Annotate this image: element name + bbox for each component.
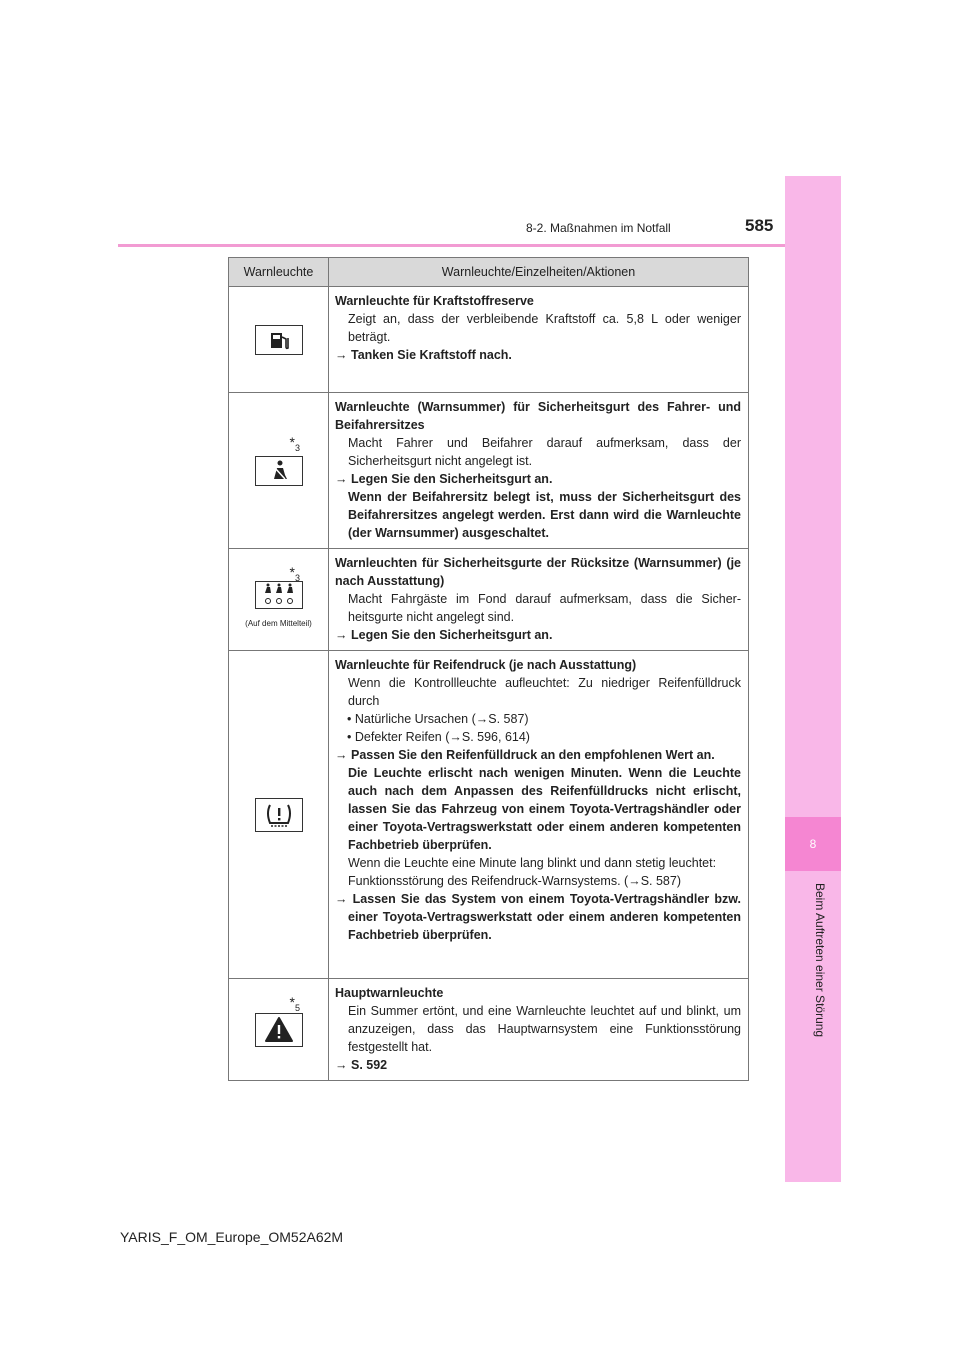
icon-cell <box>229 549 329 651</box>
entry-action-2 <box>335 890 741 944</box>
icon-cell <box>229 393 329 549</box>
details-cell <box>329 549 749 651</box>
details-cell <box>329 651 749 979</box>
document-code: YARIS_F_OM_Europe_OM52A62M <box>120 1229 344 1245</box>
entry-title: Warnleuchten für Sicherheitsgurte der Rücksitze (Warnsummer) (je nach Ausstattung) <box>335 556 741 588</box>
entry-description: Ein Summer ertönt, und eine Warnleuchte leuchtet auf und blinkt, um anzuzeigen, dass das Hauptwarnsystem eine Funktionsstörung festgestellt hat. <box>348 1004 741 1054</box>
action-text: Legen Sie den Sicherheitsgurt an. <box>350 628 553 642</box>
footnote-number: 5 <box>294 1002 300 1013</box>
chapter-label <box>813 883 827 1143</box>
arrow-icon: → <box>335 472 348 486</box>
footnote-star: * <box>289 994 295 1010</box>
details-cell <box>329 979 749 1081</box>
entry-description: Macht Fahrer und Beifahrer darauf aufmerksam, dass der Sicherheitsgurt nicht angelegt ist. <box>348 436 741 468</box>
chapter-label-text: Beim Auftreten einer Störung <box>813 883 827 1038</box>
rear-seatbelt-icon <box>255 581 303 609</box>
entry-action-note: Wenn der Beifahrersitz belegt ist, muss der Sicherheitsgurt des Beifahrersitzes angelegt werden. Erst dann wird die Warnleuchte (der Warnsummer) ausgeschaltet. <box>348 490 741 540</box>
footnote-star: * <box>289 434 295 450</box>
bullet-text: Natürliche Ursachen (→S. 587) <box>354 712 529 726</box>
entry-title: Warnleuchte für Kraftstoffreserve <box>335 294 534 308</box>
footnote-number: 3 <box>294 572 300 583</box>
table-row <box>229 979 749 1081</box>
chapter-number-box <box>785 817 841 871</box>
action-text: S. 592 <box>350 1058 388 1072</box>
tire-pressure-icon <box>255 798 303 832</box>
table-row <box>229 393 749 549</box>
column-header-details: Warnleuchte/Einzelheiten/Aktionen <box>329 258 749 287</box>
bullet-mark: • <box>347 712 352 726</box>
entry-description: Wenn die Kontrollleuchte aufleuchtet: Zu niedriger Reifenfülldruck durch <box>348 676 741 708</box>
bullet-item <box>335 710 741 728</box>
column-header-warning-light: Warnleuchte <box>229 258 329 287</box>
arrow-icon: → <box>335 892 348 906</box>
icon-cell <box>229 979 329 1081</box>
table-header-row <box>229 258 749 287</box>
section-title: 8-2. Maßnahmen im Notfall <box>526 221 671 235</box>
table-row <box>229 287 749 393</box>
footnote-star: * <box>289 564 295 580</box>
action-text: Tanken Sie Kraftstoff nach. <box>350 348 512 362</box>
action-text: Passen Sie den Reifenfülldruck an den empfohlenen Wert an. <box>350 748 715 762</box>
entry-title: Warnleuchte (Warnsummer) für Sicherheitsgurt des Fahrer- und Beifahrersitzes <box>335 400 741 432</box>
entry-action-note: Die Leuchte erlischt nach wenigen Minuten. Wenn die Leuchte auch nach dem Anpassen des Reifenfülldrucks nicht erlischt, lassen Sie das Fahrzeug von einem Toyota-Vertragshändler oder einer Toyota-Vertragswerkstatt oder einem anderen kompetenten Fachbetrieb überprüfen. <box>348 766 741 852</box>
entry-title: Warnleuchte für Reifendruck (je nach Ausstattung) <box>335 658 637 672</box>
arrow-icon: → <box>335 748 348 762</box>
bullet-text: Defekter Reifen (→S. 596, 614) <box>354 730 530 744</box>
bullet-mark: • <box>347 730 352 744</box>
master-warning-icon <box>255 1013 303 1047</box>
icon-cell <box>229 651 329 979</box>
warning-lights-table <box>228 257 749 1081</box>
fuel-pump-icon <box>255 325 303 355</box>
table-row <box>229 651 749 979</box>
details-cell <box>329 287 749 393</box>
entry-description-2: Wenn die Leuchte eine Minute lang blinkt und dann stetig leuchtet: <box>348 856 717 870</box>
action-text: Lassen Sie das System von einem Toyota-Vertragshändler bzw. einer Toyota-Vertragswerkstatt oder einem anderen kompetenten Fachbetrieb überprüfen. <box>348 892 741 942</box>
footnote-number: 3 <box>294 442 300 453</box>
entry-description: Macht Fahrgäste im Fond darauf aufmerksam, dass die Sicherheitsgurte nicht angelegt sind. <box>348 592 741 624</box>
chapter-number: 8 <box>809 837 817 851</box>
details-cell <box>329 393 749 549</box>
entry-title: Hauptwarnleuchte <box>335 986 444 1000</box>
icon-caption: (Auf dem Mittelteil) <box>245 618 312 628</box>
arrow-icon: → <box>335 348 348 362</box>
entry-description-3: Funktionsstörung des Reifendruck-Warnsystems. (→S. 587) <box>348 874 681 888</box>
bullet-item <box>335 728 741 746</box>
entry-action <box>335 626 741 644</box>
entry-action <box>335 470 741 488</box>
arrow-icon: → <box>335 1058 348 1072</box>
icon-cell <box>229 287 329 393</box>
entry-action <box>335 746 741 764</box>
entry-action <box>335 1056 741 1074</box>
table-row <box>229 549 749 651</box>
page-number: 585 <box>745 216 774 235</box>
entry-description: Zeigt an, dass der verbleibende Kraftstoff ca. 5,8 L oder weniger beträgt. <box>348 312 741 344</box>
entry-action <box>335 346 741 364</box>
header-rule <box>118 244 840 247</box>
footnote-marker <box>290 433 300 457</box>
action-text: Legen Sie den Sicherheitsgurt an. <box>350 472 553 486</box>
arrow-icon: → <box>335 628 348 642</box>
seatbelt-icon <box>255 456 303 486</box>
rear-seatbelt-wrapper <box>230 581 327 633</box>
